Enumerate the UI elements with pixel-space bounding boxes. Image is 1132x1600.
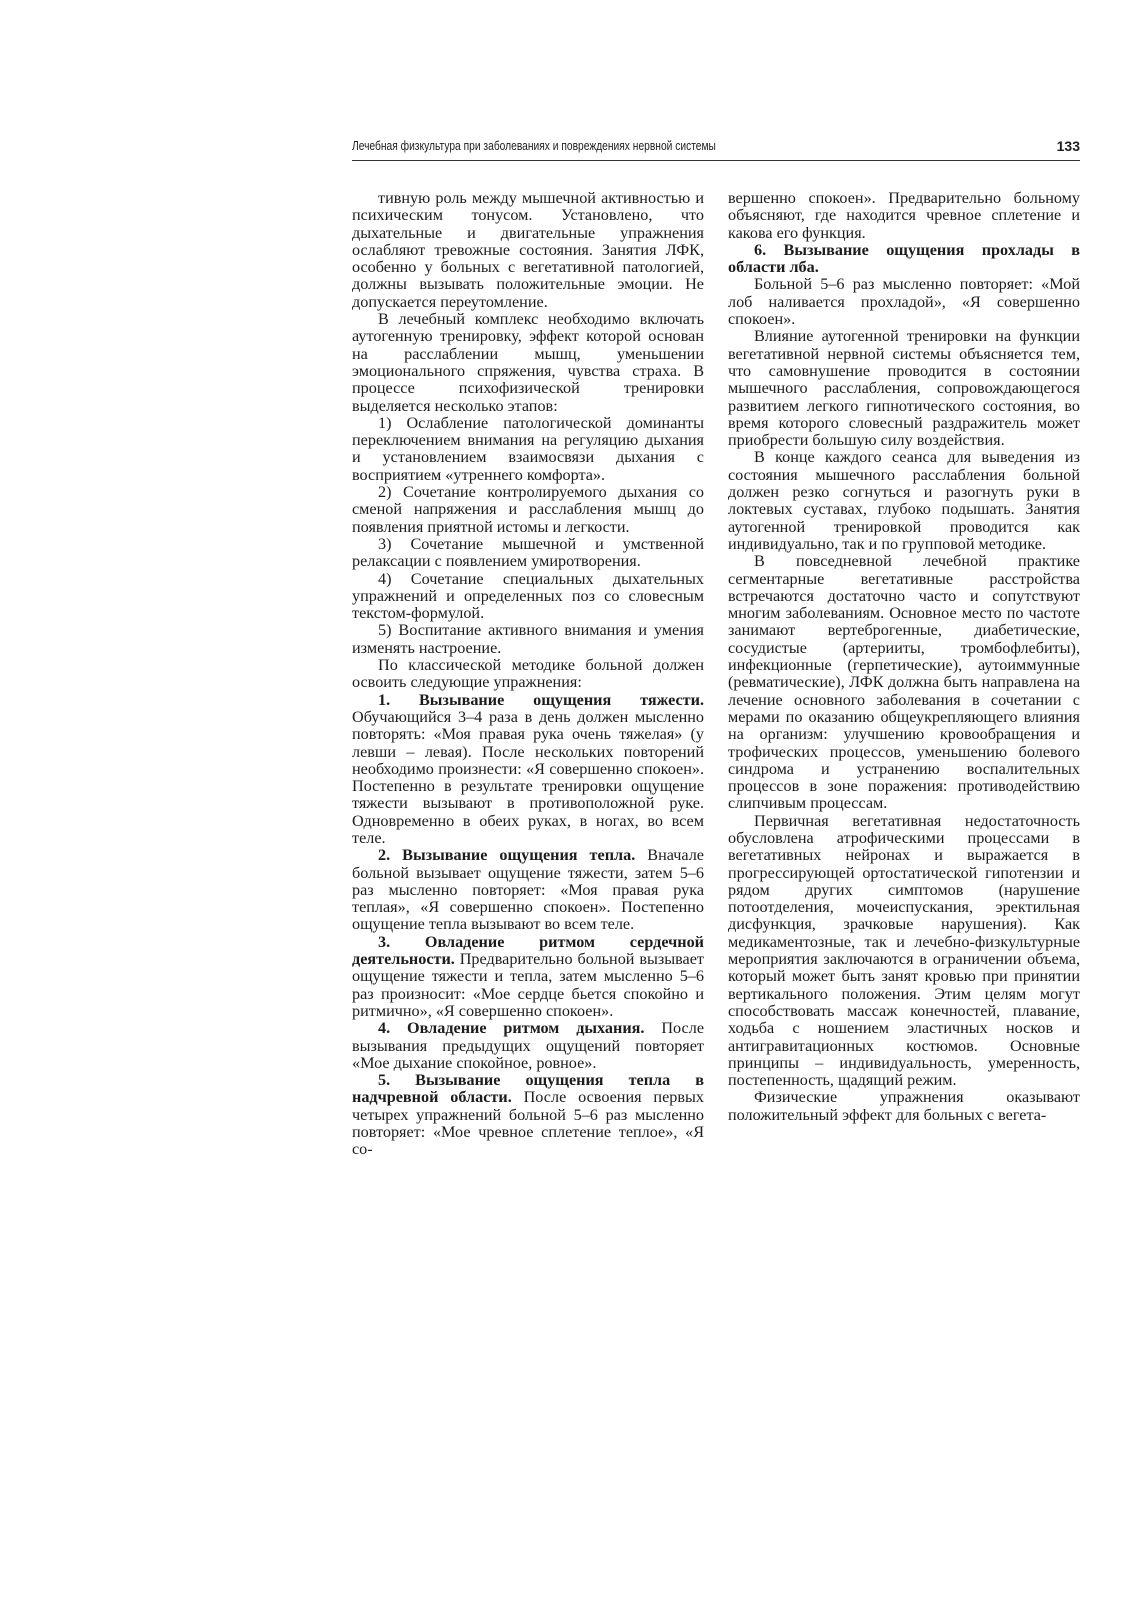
right-text-column	[728, 190, 1080, 1124]
paragraph	[352, 692, 704, 848]
paragraph	[352, 1020, 704, 1072]
paragraph-text: Физические упражнения оказывают положительный эффект для больных с вегета-	[728, 1088, 1080, 1124]
running-header-title: Лечебная физкультура при заболеваниях и повреждениях нервной системы	[352, 139, 716, 153]
paragraph	[728, 449, 1080, 553]
paragraph-text: 5) Воспитание активного внимания и умения изменять настроение.	[352, 621, 704, 657]
paragraph-text: После вызывания предыдущих ощущений повторяет «Мое дыхание спокойное, ровное».	[352, 1019, 705, 1072]
paragraph-text: В конце каждого сеанса для выведения из состояния мышечного расслабления больной должен резко согнуться и разогнуть руки в локтевых суставах, глубоко подышать. Занятия аутогенной тренировкой проводится как индивидуально, так и по групповой методике.	[728, 448, 1080, 553]
paragraph	[728, 242, 1080, 277]
paragraph	[728, 328, 1080, 449]
paragraph-text: тивную роль между мышечной активностью и психическим тонусом. Установлено, что дыхательные и двигательные упражнения ослабляют тревожные состояния. Занятия ЛФК, особенно у больных с вегетативной патологией, должны вызывать положительные эмоции. Не допускается переутомление.	[352, 189, 704, 311]
paragraph	[352, 536, 704, 571]
paragraph	[352, 657, 704, 692]
paragraph-text: Обучающийся 3–4 раза в день должен мысленно повторять: «Моя правая рука очень тяжелая» (у левши – левая). После нескольких повторений необходимо произнести: «Я совершенно спокоен». Постепенно в результате тренировки ощущение тяжести вызывают в противоположной руке. Одновременно в обеих руках, в ногах, во всем теле.	[352, 707, 704, 847]
paragraph-heading: 4. Овладение ритмом дыхания.	[378, 1019, 645, 1038]
running-header	[352, 139, 1080, 159]
paragraph	[728, 813, 1080, 1090]
paragraph-text: Больной 5–6 раз мысленно повторяет: «Мой лоб наливается прохладой», «Я совершенно спокоен».	[728, 275, 1080, 329]
paragraph	[728, 1089, 1080, 1124]
paragraph-text: Предварительно больной вызывает ощущение тяжести и тепла, затем мысленно 5–6 раз произносит: «Мое сердце бьется спокойно и ритмично», «Я совершенно спокоен».	[352, 950, 704, 1020]
paragraph	[352, 571, 704, 623]
paragraph	[728, 553, 1080, 812]
left-text-column	[352, 190, 704, 1159]
paragraph-text: После освоения первых четырех упражнений больной 5–6 раз мысленно повторяет: «Мое чревное сплетение теплое», «Я со-	[352, 1088, 704, 1159]
paragraph-text: Влияние аутогенной тренировки на функции вегетативной нервной системы объясняется тем, что самовнушение проводится в состоянии мышечного расслабления, сопровождающегося развитием легкого гипнотического состояния, во время которого словесный раздражитель может приобрести большую силу воздействия.	[728, 327, 1080, 450]
paragraph	[352, 847, 704, 933]
paragraph	[352, 484, 704, 536]
paragraph-heading: 1. Вызывание ощущения тяжести.	[378, 690, 704, 709]
paragraph	[352, 190, 704, 311]
paragraph	[728, 190, 1080, 242]
paragraph-text: 2) Сочетание контролируемого дыхания со сменой напряжения и расслабления мышц до появления приятной истомы и легкости.	[352, 483, 704, 536]
paragraph	[352, 415, 704, 484]
paragraph-text: 3) Сочетание мышечной и умственной релаксации с появлением умиротворения.	[352, 534, 704, 571]
paragraph	[352, 934, 704, 1020]
paragraph	[352, 311, 704, 415]
paragraph-text: Первичная вегетативная недостаточность обусловлена атрофическими процессами в вегетативных нейронах и выражается в прогрессирующей ортостатической гипотензии и рядом других симптомов (нарушение потоотделения, мочеиспускания, эректильная дисфункция, зрачковые нарушения). Как медикаментозные, так и лечебно-физкультурные мероприятия заключаются в ограничении объема, который может быть занят кровью при принятии вертикального положения. Этим целям могут способствовать массаж конечностей, плавание, ходьба с ношением эластичных носков и антигравитационных костюмов. Основные принципы – индивидуальность, умеренность, постепенность, щадящий режим.	[728, 811, 1080, 1090]
page-number: 133	[1056, 138, 1080, 154]
paragraph-text: 4) Сочетание специальных дыхательных упражнений и определенных поз со словесным текстом-формулой.	[352, 569, 704, 623]
paragraph	[728, 276, 1080, 328]
paragraph-text: Вначале больной вызывает ощущение тяжести, затем 5–6 раз мысленно повторяет: «Моя правая рука теплая», «Я совершенно спокоен». Постепенно ощущение тепла вызывают во всем теле.	[352, 846, 704, 934]
paragraph-heading: 6. Вызывание ощущения прохлады в области лба.	[728, 240, 1080, 277]
paragraph	[352, 622, 704, 657]
paragraph-heading: 5. Вызывание ощущения тепла в надчревной области.	[352, 1071, 704, 1107]
paragraph-heading: 2. Вызывание ощущения тепла.	[378, 846, 636, 865]
paragraph-text: вершенно спокоен». Предварительно больному объясняют, где находится чревное сплетение и какова его функция.	[728, 189, 1080, 242]
paragraph-text: 1) Ослабление патологической доминанты переключением внимания на регуляцию дыхания и установлением взаимосвязи дыхания с восприятием «утреннего комфорта».	[352, 413, 704, 484]
paragraph-heading: 3. Овладение ритмом сердечной деятельности.	[352, 932, 704, 969]
paragraph-text: По классической методике больной должен освоить следующие упражнения:	[352, 656, 704, 692]
header-rule	[352, 160, 1080, 161]
paragraph-text: В лечебный комплекс необходимо включать аутогенную тренировку, эффект которой основан на расслаблении мышц, уменьшении эмоционального спряжения, чувства страха. В процессе психофизической тренировки выделяется несколько этапов:	[352, 310, 704, 415]
paragraph	[352, 1072, 704, 1158]
paragraph-text: В повседневной лечебной практике сегментарные вегетативные расстройства встречаются достаточно часто и сопутствуют многим заболеваниям. Основное место по частоте занимают вертеброгенные, диабетические, сосудистые (артерииты, тромбофлебиты), инфекционные (герпетические), аутоиммунные (ревматические), ЛФК должна быть направлена на лечение основного заболевания в сочетании с мерами по оказанию общеукрепляющего влияния на организм: улучшению кровообращения и трофических процессов, уменьшению болевого синдрома и устранению воспалительных процессов в зоне поражения: противодействию слипчивым процессам.	[728, 552, 1080, 813]
